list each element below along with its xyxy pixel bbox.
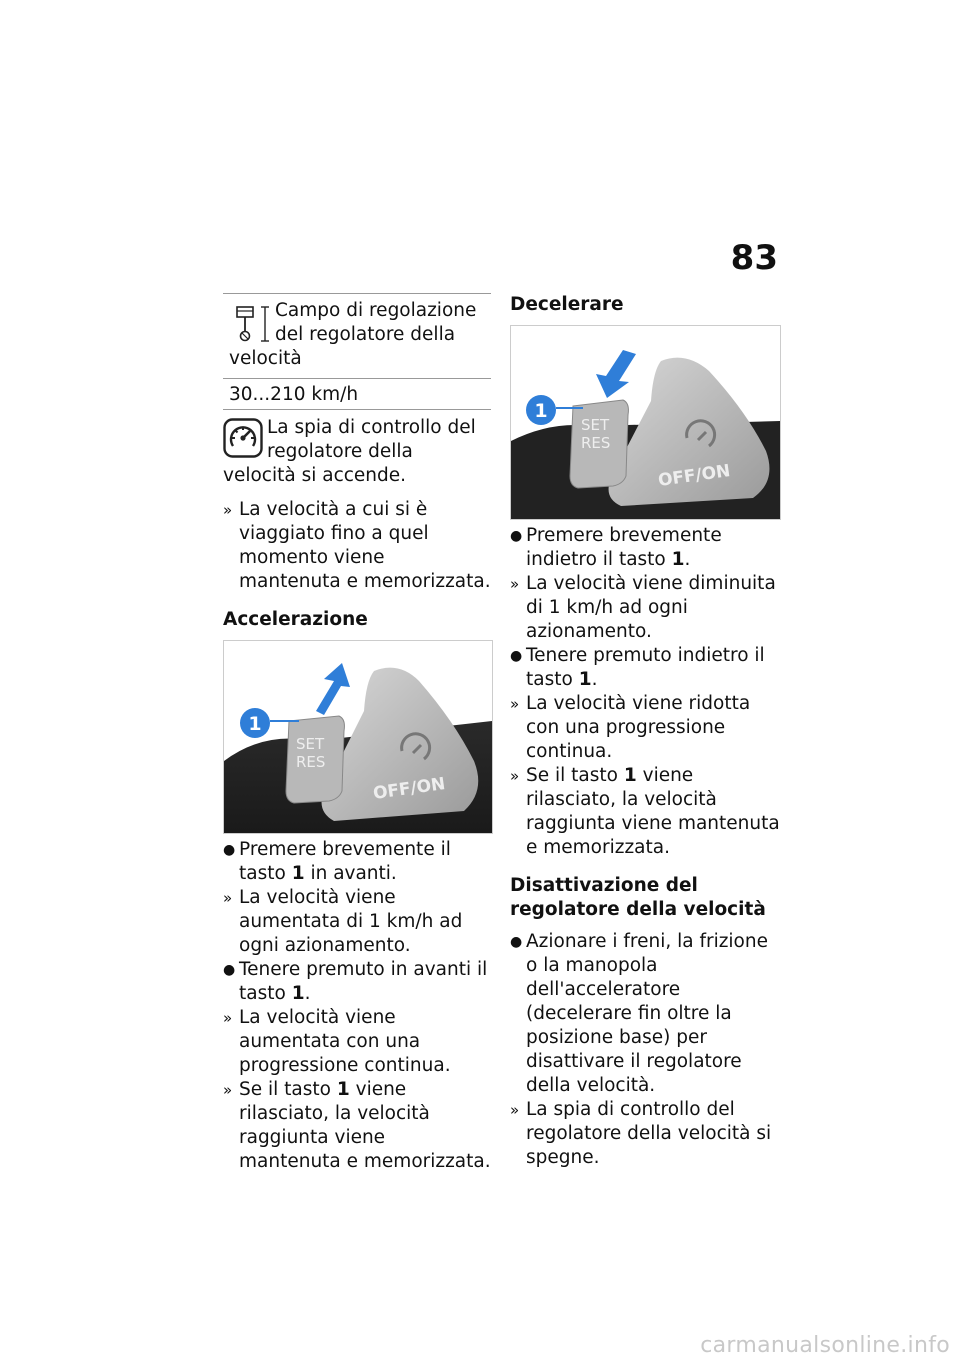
key-reference: 1 (623, 765, 637, 786)
result-item (223, 886, 491, 958)
key-reference: 1 (336, 1079, 350, 1100)
result-text: La velocità viene ridotta con una progressione continua. (526, 693, 751, 762)
callout-number: 1 (534, 400, 548, 422)
section-heading-decelerare: Decelerare (510, 294, 624, 315)
spec-table-header-text: Campo di regolazione del regolatore della velocità (229, 300, 477, 369)
section-heading-disattivazione: Disattivazione del regolatore della velocità (510, 875, 766, 920)
spec-table-header (223, 294, 491, 379)
button-label-set: SET (581, 416, 610, 434)
bullet-icon: ● (223, 842, 236, 858)
result-text: La velocità viene diminuita di 1 km/h ad ogni azionamento. (526, 573, 776, 642)
action-text: Tenere premuto in avanti il tasto (239, 959, 488, 1004)
switch-label-offon: OFF/ON (656, 461, 732, 491)
key-reference: 1 (671, 549, 685, 570)
bullet-icon: ● (510, 648, 523, 664)
callout-number: 1 (248, 713, 262, 735)
page-number: 83 (730, 238, 778, 278)
result-text: viene rilasciato, la velocità raggiunta viene mantenuta e memorizzata. (239, 1079, 491, 1172)
spec-table (223, 293, 491, 410)
bullet-icon: ● (510, 934, 523, 950)
action-text: . (304, 983, 311, 1004)
result-text: viene rilasciato, la velocità raggiunta viene mantenuta e memorizzata. (526, 765, 780, 858)
result-text: Se il tasto (239, 1079, 337, 1100)
button-label-set: SET (296, 735, 325, 753)
action-text: Premere brevemente il tasto (239, 839, 451, 884)
accelerazione-steps (223, 838, 491, 1174)
switch-label-offon: OFF/ON (371, 774, 447, 804)
button-label-res: RES (296, 753, 326, 771)
action-item (510, 524, 780, 572)
result-item (510, 1098, 780, 1170)
action-text: Azionare i freni, la frizione o la manopola dell'acceleratore (decelerare fin oltre la posizione base) per disattivare il regolatore della velocità. (526, 931, 768, 1096)
result-arrow-icon: » (223, 501, 233, 519)
bullet-icon: ● (223, 962, 236, 978)
action-item (223, 958, 491, 1006)
key-reference: 1 (291, 863, 305, 884)
result-arrow-icon: » (223, 889, 233, 907)
left-column (223, 293, 491, 1174)
result-arrow-icon: » (223, 1009, 233, 1027)
result-item (510, 692, 780, 764)
result-arrow-icon: » (510, 695, 520, 713)
speed-range-icon (229, 299, 271, 345)
result-item (223, 1006, 491, 1078)
decelerare-steps (510, 524, 780, 860)
result-arrow-icon: » (510, 767, 520, 785)
warning-text: La spia di controllo del regolatore della velocità si accende. (223, 417, 476, 486)
bullet-icon: ● (510, 528, 523, 544)
key-reference: 1 (578, 669, 592, 690)
action-item (510, 930, 780, 1098)
result-item (510, 764, 780, 860)
right-column (510, 293, 780, 1170)
action-item (510, 644, 780, 692)
accelerazione-figure (223, 640, 493, 834)
handlebar-switch-decelerate-illustration (511, 326, 780, 519)
spec-table-value: 30...210 km/h (229, 384, 359, 405)
action-text: . (684, 549, 691, 570)
result-text: La velocità a cui si è viaggiato fino a quel momento viene mantenuta e memorizzata. (239, 499, 491, 592)
watermark: carmanualsonline.info (700, 1333, 950, 1358)
handlebar-switch-accelerate-illustration (224, 641, 492, 833)
result-text: La velocità viene aumentata di 1 km/h ad ogni azionamento. (239, 887, 463, 956)
button-label-res: RES (581, 434, 611, 452)
action-text: Premere brevemente indietro il tasto (526, 525, 722, 570)
result-arrow-icon: » (223, 1081, 233, 1099)
disattivazione-steps (510, 930, 780, 1170)
cruise-control-indicator-icon (223, 418, 263, 458)
action-text: . (591, 669, 598, 690)
warning-block (223, 416, 491, 488)
result-text: La spia di controllo del regolatore della velocità si spegne. (526, 1099, 772, 1168)
action-text: in avanti. (304, 863, 397, 884)
key-reference: 1 (291, 983, 305, 1004)
result-text: La velocità viene aumentata con una progressione continua. (239, 1007, 451, 1076)
decelerare-figure (510, 325, 781, 520)
result-item (223, 1078, 491, 1174)
action-text: Tenere premuto indietro il tasto (526, 645, 765, 690)
section-heading-accelerazione: Accelerazione (223, 609, 368, 630)
result-text: Se il tasto (526, 765, 624, 786)
action-item (223, 838, 491, 886)
result-item (510, 572, 780, 644)
result-arrow-icon: » (510, 575, 520, 593)
result-item (223, 498, 491, 594)
result-arrow-icon: » (510, 1101, 520, 1119)
